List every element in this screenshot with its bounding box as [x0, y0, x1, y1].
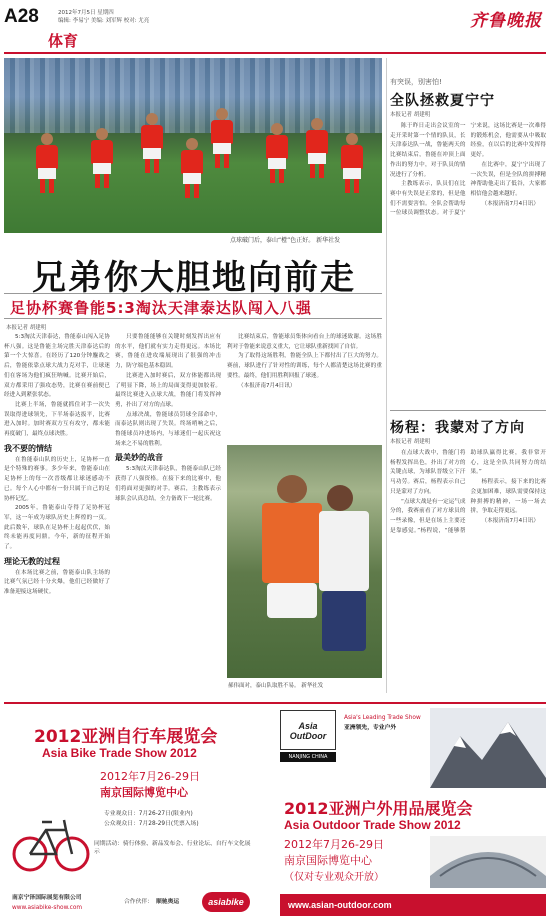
article-subtitle: 我不要的情结 [4, 443, 52, 453]
main-subheadline: 足协杯赛鲁能5:3淘汰天津泰达队闯入八强 [4, 293, 382, 319]
editor-credits: 编辑: 李易宁 美编: 刘军辉 校对: 尤亮 [58, 18, 150, 24]
player-figure [139, 113, 165, 173]
ad-organizer: 南京宁泽国际展览有限公司 [12, 895, 82, 901]
article-paragraph: 只要鲁能能够在关键时刻发挥出应有的水平，他们就有实力走得更远。本场比赛，鲁能在进攻端展现出了很强的冲击力，防守端也基本稳固。 [115, 334, 221, 370]
masthead-logo: 齐鲁晚报 [470, 11, 542, 31]
story-headline: 杨程：我蒙对了方向 [390, 420, 525, 436]
player-shorts [322, 591, 366, 651]
story-headline: 全队拯救夏宁宁 [390, 93, 495, 109]
story-byline: 本报记者 胡建明 [390, 112, 431, 118]
article-dateline: （本报济南7月4日讯） [481, 517, 539, 524]
article-paragraph: 比赛上半场，鲁能就抓住对手一次失误取得进球领先，下半场泰达扳平，比赛进入加时。加时赛双方互有攻守，都未能再度破门，最终点球决胜。 [4, 401, 110, 438]
story-byline: 本报记者 胡建明 [390, 439, 431, 445]
ad-slogan-cn: 亚洲领先，专业户外 [344, 725, 397, 731]
ad-url-bar[interactable]: www.asian-outdoor.com [280, 894, 546, 916]
ad-title-english: Asia Bike Trade Show 2012 [42, 746, 197, 760]
ad-date: 2012年7月26-29日 [100, 770, 200, 783]
ad-title: 2012亚洲自行车展览会 [34, 727, 218, 747]
article-paragraph: 杨程表示，接下来的比赛会更加困难，球队需要保持这种拼搏的精神，一场一场去拼，争取走得更远。 [470, 479, 546, 515]
player-figure [89, 128, 115, 188]
ad-note: （仅对专业观众开放） [284, 872, 384, 883]
page-number: A28 [4, 6, 39, 27]
ad-info: 专业观众日：7月26-27日(限业内) [104, 811, 193, 817]
advertisement-area [4, 702, 546, 920]
article-paragraph: 比赛进入加时赛后，双方体能都出现了明显下降，场上的局面变得更加胶着。最终比赛进入点球大战，鲁能门将发挥神勇，扑出了对方的点球。 [115, 372, 221, 408]
player-figure [304, 118, 330, 178]
article-paragraph: 点球决战，鲁能球员罚球全部命中，而泰达队则出现了失误。终场哨响之后，鲁能球员冲进场内，与球迷们一起庆祝这场来之不易的胜利。 [115, 411, 221, 447]
player-figure [179, 138, 205, 198]
player-shirt-white [319, 511, 369, 591]
publish-date: 2012年7月5日 星期四 [58, 10, 114, 16]
article-subtitle: 理论无教的过程 [4, 556, 60, 566]
ad-venue: 南京国际博览中心 [100, 786, 188, 799]
mountain-image [430, 708, 546, 788]
bike-show-ad[interactable] [4, 708, 256, 920]
article-paragraph: 在点球大战中，鲁能门将杨程发挥出色，扑出了对方的关键点球，为球队晋级立下汗马功劳。赛后，杨程表示自己只是蒙对了方向。 [390, 450, 466, 495]
ad-venue: 南京国际博览中心 [284, 854, 372, 867]
ad-url[interactable]: www.asiabike-show.com [12, 905, 83, 911]
photo-caption: 郝伟面对，泰山队取胜不易。 新华社发 [228, 683, 324, 689]
article-paragraph: 在本场比赛之前，鲁能泰山队主场的比赛气氛已经十分火爆，他们已经做好了准备迎接这场硬仗。 [4, 569, 110, 596]
article-paragraph: 5:3淘汰天津泰达队，鲁能泰山队已经获得了八强资格。在接下来的比赛中，他们将面对更强的对手。赛后，主教练表示球队会认真总结，全力备战下一轮比赛。 [115, 466, 221, 502]
player-figure [264, 123, 290, 183]
article-column-3 [227, 333, 382, 441]
article-paragraph: 2005年，鲁能泰山夺得了足协杯冠军，这一年成为球队历史上辉煌的一页。此后数年，球队在足协杯上起起伏伏，始终未能再度问鼎。今年，新的征程开始了。 [4, 505, 110, 551]
story-kicker: 有突误，别害怕! [390, 78, 442, 86]
asia-outdoor-logo: Asia OutDoor [280, 710, 336, 750]
article-paragraph: 5:3淘汰天津泰达，鲁能泰山闯入足协杯八强。这是鲁能主场完胜天津泰达后的第一个大惊喜。在经历了120分钟鏖战之后，鲁能依靠点球大战力克对手，让球迷们在客场为他们疯狂呐喊。比赛开始后，双方都采用了强攻态势，比赛在赛前便已经进入到紧张状态。 [4, 334, 110, 399]
ad-slogan-en: Asia's Leading Trade Show [344, 715, 421, 721]
ad-partner-label: 合作伙伴： [124, 899, 153, 905]
article-dateline: （本报济南7月4日讯） [481, 200, 539, 207]
article-paragraph: 主教练表示，队员们在比赛中有失误是正常的，但是他们不需要害怕。全队会帮助每一位球员调整状态。对于夏宁宁来说，这场比赛是一次难得的锻炼机会，他需要从中吸取经验，在以后的比赛中发挥得更好。 [390, 123, 546, 217]
column-divider [386, 58, 387, 693]
header-rule [4, 52, 546, 54]
player-figure [209, 108, 235, 168]
main-headline: 兄弟你大胆地向前走 [32, 258, 356, 298]
player-head [327, 485, 353, 511]
article-paragraph: 陈于昨日走出会议室的一走开采时第一个情的队员，长天津泰达队一战，鲁能两天的比赛结束后，鲁能在冲顶上面作出的努力中，对于队员的情况进行了分析。 [390, 123, 466, 178]
ad-title: 2012亚洲户外用品展览会 [284, 799, 473, 818]
ad-date: 2012年7月26-29日 [284, 838, 384, 851]
ad-info: 同期活动：骑行体验、新品发布会、行业论坛、自行车文化展示 [94, 841, 251, 855]
section-title: 体育 [48, 32, 79, 50]
match-photo [227, 445, 382, 678]
partner-logo: 顺驰奥运 [156, 899, 180, 905]
article-column-2 [115, 333, 221, 698]
ad-info: 公众观众日：7月28-29日(凭票入场) [104, 821, 199, 827]
page-meta [58, 9, 149, 25]
player-shirt-orange [262, 503, 322, 583]
player-shorts [267, 583, 317, 618]
story-divider [390, 410, 546, 411]
article-dateline: （本报济南7月4日讯） [238, 382, 296, 389]
article-paragraph: “点球大战是有一定运气成分的，我赛前看了对方球员的一些录像，但是在场上主要还是靠感觉。”杨程说，“能够帮助球队赢得比赛，我非常开心，这是全队共同努力的结果。” [390, 450, 546, 534]
article-paragraph: 在比赛中，夏宁宁出现了一次失误，但是全队的拼搏精神帮助他走出了低谷，大家都相信他会越来越好。 [470, 161, 546, 197]
player-figure [34, 133, 60, 193]
story-text [390, 449, 546, 694]
bicycle-icon [10, 804, 90, 876]
article-paragraph: 在鲁能泰山队的历史上，足协杯一直是个特殊的赛事。多少年来，鲁能泰山在足协杯上的每一次晋级都让球迷感动不已。每个人心中都有一份只属于自己的足协杯记忆。 [4, 456, 110, 502]
logo-city: NANJING CHINA [280, 752, 336, 762]
article-column-1 [4, 333, 110, 698]
photo-caption: 点球破门后，泰山“橙”色正好。 新华社发 [230, 237, 341, 244]
article-paragraph: 为了取得这场胜利，鲁能全队上下都付出了巨大的努力。赛前，球队进行了针对性的训练，每个人都清楚这场比赛的重要性。最终，他们用胜利回报了球迷。 [227, 353, 382, 379]
player-figure [339, 133, 365, 193]
ad-title-english: Asia Outdoor Trade Show 2012 [284, 818, 461, 832]
celebration-photo [4, 58, 382, 233]
outdoor-show-ad[interactable] [280, 708, 546, 920]
player-head [277, 475, 307, 503]
venue-building-image [430, 836, 546, 888]
article-paragraph: 比赛结束后，鲁能球员集体向看台上的球迷致谢。这场胜利对于鲁能来说意义重大，它让球队重新找回了自信。 [227, 334, 382, 350]
asiabike-logo: asiabike [202, 892, 250, 912]
main-byline: 本报记者 胡建明 [6, 325, 47, 331]
story-text [390, 122, 546, 407]
page-header [0, 0, 550, 50]
article-subtitle: 最美妙的战音 [115, 453, 163, 463]
